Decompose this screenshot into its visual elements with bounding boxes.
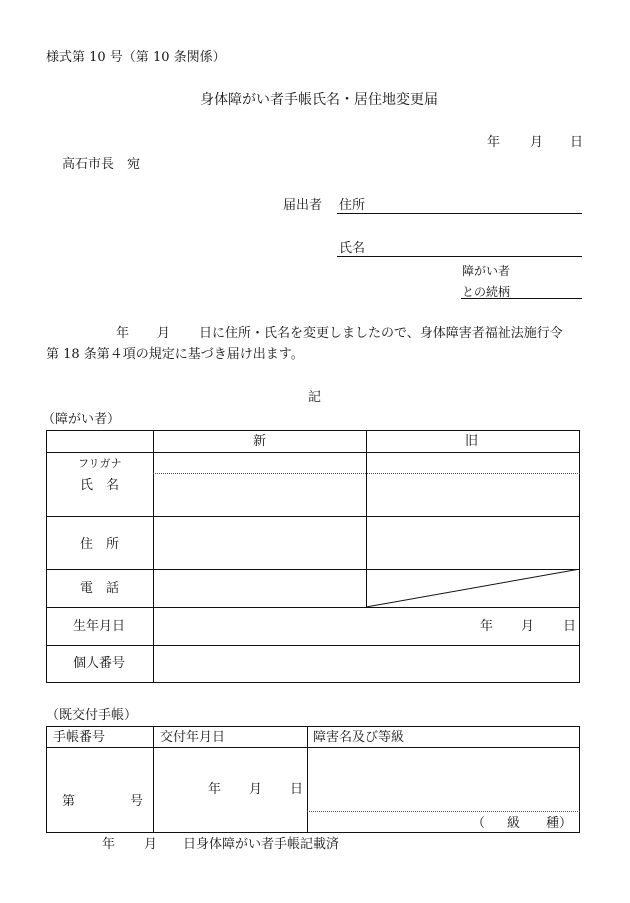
date-day: 日 <box>570 135 584 150</box>
form-number: 様式第 10 号（第 10 条関係） <box>46 50 226 65</box>
grade-type: 種） <box>546 816 573 831</box>
footer-month: 月 <box>144 837 158 852</box>
handbook-section-title: （既交付手帳） <box>46 708 138 723</box>
issue-year: 年 <box>208 782 222 797</box>
col-issue-date: 交付年月日 <box>160 730 226 745</box>
relation-field[interactable] <box>461 298 582 299</box>
birth-year: 年 <box>480 619 494 634</box>
footer-year: 年 <box>102 837 116 852</box>
footer-text: 日身体障がい者手帳記載済 <box>183 837 340 852</box>
applicant-name-label: 氏名 <box>339 241 366 256</box>
col-handbook-number: 手帳番号 <box>53 730 106 745</box>
person-table-row-line <box>46 516 580 517</box>
col-old-header: 旧 <box>465 434 479 449</box>
page-title: 身体障がい者手帳氏名・居住地変更届 <box>200 92 438 108</box>
birth-month: 月 <box>521 619 535 634</box>
applicant-label: 届出者 <box>283 198 323 213</box>
address-label: 住 所 <box>80 537 120 552</box>
handbook-col-divider-2 <box>307 726 308 833</box>
name-label: 氏 名 <box>80 478 120 493</box>
relation-label-1: 障がい者 <box>462 264 511 278</box>
statement-year: 年 <box>116 326 130 341</box>
person-table-row-line <box>46 645 580 646</box>
grade-paren-open: （ <box>472 816 486 831</box>
person-section-title: （障がい者） <box>42 412 121 427</box>
col-new-header: 新 <box>253 434 267 449</box>
statement-text-line2: 第 18 条第４項の規定に基づき届け出ます。 <box>46 347 304 362</box>
applicant-address-field[interactable] <box>337 213 582 214</box>
person-table-row-line <box>46 607 580 608</box>
date-month: 月 <box>530 135 544 150</box>
furigana-divider <box>153 473 580 474</box>
ki-mark: 記 <box>308 390 322 405</box>
phone-label: 電 話 <box>80 581 120 596</box>
date-year: 年 <box>487 135 501 150</box>
birth-day: 日 <box>563 619 577 634</box>
phone-old-slash <box>366 569 580 607</box>
handbook-col-divider <box>153 726 154 833</box>
issue-month: 月 <box>249 782 263 797</box>
grade-label: 級 <box>507 816 521 831</box>
personal-number-label: 個人番号 <box>73 656 126 671</box>
addressee: 高石市長 宛 <box>62 157 141 172</box>
col-disability: 障害名及び等級 <box>313 730 405 745</box>
statement-text: 日に住所・氏名を変更しましたので、身体障害者福祉法施行令 <box>199 326 563 341</box>
applicant-name-field[interactable] <box>337 256 582 257</box>
number-suffix: 号 <box>130 794 144 809</box>
relation-label-2: との続柄 <box>462 285 511 299</box>
issue-day: 日 <box>290 782 304 797</box>
person-table-row-line <box>46 452 580 453</box>
number-prefix: 第 <box>62 794 76 809</box>
grade-divider <box>307 811 580 812</box>
furigana-label: フリガナ <box>78 457 122 470</box>
statement-month: 月 <box>157 326 171 341</box>
handbook-header-line <box>46 747 580 748</box>
applicant-address-label: 住所 <box>339 198 366 213</box>
birthdate-label: 生年月日 <box>73 619 126 634</box>
